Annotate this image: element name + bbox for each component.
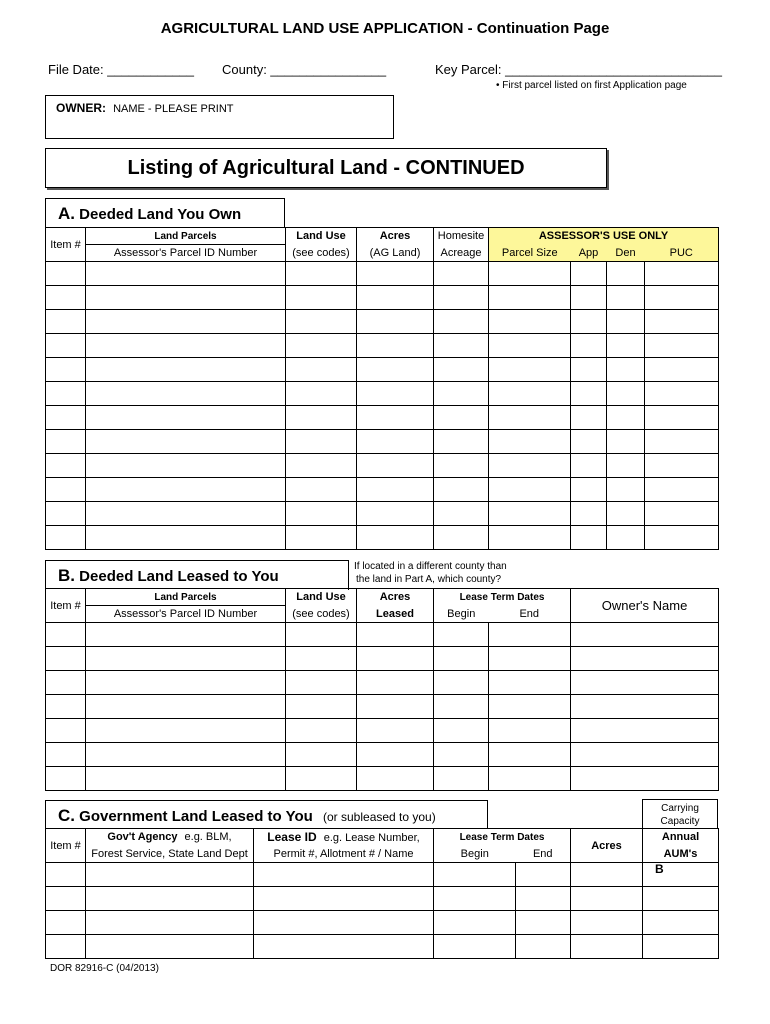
section-c-table bbox=[45, 828, 719, 959]
a-table-cell[interactable] bbox=[434, 334, 489, 358]
b-owner-name-header: Owner's Name bbox=[571, 589, 719, 623]
a-table-cell[interactable] bbox=[607, 286, 645, 310]
section-c-tab bbox=[45, 800, 488, 829]
a-table-row bbox=[46, 286, 719, 310]
b-table-cell[interactable] bbox=[286, 743, 357, 767]
a-table-cell[interactable] bbox=[645, 502, 719, 526]
a-table-cell[interactable] bbox=[286, 502, 357, 526]
a-table-cell[interactable] bbox=[46, 310, 86, 334]
c-table-cell[interactable] bbox=[86, 887, 254, 911]
section-c-subtitle: (or subleased to you) bbox=[323, 810, 436, 824]
c-begin-header: Begin bbox=[434, 846, 516, 863]
c-table-cell[interactable] bbox=[516, 935, 571, 959]
c-agency-rest: e.g. BLM, bbox=[184, 831, 232, 844]
b-table-cell[interactable] bbox=[46, 671, 86, 695]
a-table-cell[interactable] bbox=[286, 406, 357, 430]
b-lease-term-header: Lease Term Dates bbox=[434, 589, 571, 606]
c-table-cell[interactable] bbox=[46, 887, 86, 911]
a-table-cell[interactable] bbox=[607, 358, 645, 382]
b-end-header: End bbox=[489, 606, 571, 623]
a-land-use-subheader: (see codes) bbox=[286, 245, 357, 262]
a-table-cell[interactable] bbox=[286, 526, 357, 550]
a-table-cell[interactable] bbox=[357, 310, 434, 334]
section-a-title: Deeded Land You Own bbox=[79, 206, 242, 223]
b-table-row bbox=[46, 695, 719, 719]
b-table-row bbox=[46, 719, 719, 743]
a-table-cell[interactable] bbox=[571, 358, 607, 382]
b-table-cell[interactable] bbox=[357, 767, 434, 791]
a-table-cell[interactable] bbox=[357, 334, 434, 358]
b-acres-subheader: Leased bbox=[357, 606, 434, 623]
a-table-row bbox=[46, 406, 719, 430]
a-table-cell[interactable] bbox=[607, 406, 645, 430]
a-table-cell[interactable] bbox=[607, 310, 645, 334]
a-assessor-header: ASSESSOR'S USE ONLY bbox=[489, 228, 719, 245]
a-homesite-subheader: Acreage bbox=[434, 245, 489, 262]
b-table-cell[interactable] bbox=[86, 743, 286, 767]
b-table-cell[interactable] bbox=[357, 647, 434, 671]
a-table-cell[interactable] bbox=[46, 382, 86, 406]
listing-banner bbox=[45, 148, 607, 188]
key-parcel-note: • First parcel listed on first Application page bbox=[496, 80, 687, 91]
a-table-cell[interactable] bbox=[571, 310, 607, 334]
file-date-field[interactable]: File Date: ____________ bbox=[48, 62, 195, 77]
b-table-cell[interactable] bbox=[489, 623, 571, 647]
c-table-cell[interactable] bbox=[434, 887, 516, 911]
a-table-cell[interactable] bbox=[571, 406, 607, 430]
a-table-cell[interactable] bbox=[357, 406, 434, 430]
b-table-cell[interactable] bbox=[434, 647, 489, 671]
a-table-cell[interactable] bbox=[607, 454, 645, 478]
a-table-cell[interactable] bbox=[86, 526, 286, 550]
a-table-cell[interactable] bbox=[286, 334, 357, 358]
a-table-row bbox=[46, 262, 719, 286]
a-table-cell[interactable] bbox=[645, 478, 719, 502]
a-table-cell[interactable] bbox=[489, 454, 571, 478]
a-table-cell[interactable] bbox=[86, 262, 286, 286]
a-table-cell[interactable] bbox=[357, 502, 434, 526]
b-table-cell[interactable] bbox=[571, 695, 719, 719]
a-table-cell[interactable] bbox=[86, 406, 286, 430]
a-table-cell[interactable] bbox=[434, 478, 489, 502]
a-table-cell[interactable] bbox=[286, 430, 357, 454]
c-lease-id-rest: e.g. Lease Number, bbox=[323, 832, 420, 845]
a-table-cell[interactable] bbox=[86, 478, 286, 502]
a-table-cell[interactable] bbox=[46, 334, 86, 358]
a-table-cell[interactable] bbox=[434, 454, 489, 478]
c-aums-header: AUM's bbox=[643, 846, 719, 863]
b-table-row bbox=[46, 623, 719, 647]
a-table-cell[interactable] bbox=[86, 286, 286, 310]
c-carrying-line2: Capacity bbox=[660, 816, 700, 827]
a-table-cell[interactable] bbox=[434, 406, 489, 430]
a-table-cell[interactable] bbox=[46, 478, 86, 502]
a-table-cell[interactable] bbox=[489, 310, 571, 334]
b-table-cell[interactable] bbox=[357, 743, 434, 767]
c-end-header: End bbox=[516, 846, 571, 863]
c-lease-id-header bbox=[254, 829, 434, 846]
c-carrying-line1: Carrying bbox=[661, 803, 699, 814]
b-parcels-header: Land Parcels bbox=[86, 589, 286, 606]
c-table-row bbox=[46, 935, 719, 959]
b-table-cell[interactable] bbox=[86, 695, 286, 719]
b-table-row bbox=[46, 743, 719, 767]
a-table-cell[interactable] bbox=[357, 262, 434, 286]
a-table-cell[interactable] bbox=[645, 430, 719, 454]
section-b-title: Deeded Land Leased to You bbox=[79, 568, 279, 585]
a-table-cell[interactable] bbox=[489, 286, 571, 310]
a-table-cell[interactable] bbox=[645, 406, 719, 430]
a-table-cell[interactable] bbox=[46, 502, 86, 526]
b-table-cell[interactable] bbox=[489, 647, 571, 671]
a-table-cell[interactable] bbox=[46, 286, 86, 310]
a-acres-header: Acres bbox=[357, 228, 434, 245]
a-homesite-header: Homesite bbox=[434, 228, 489, 245]
a-table-cell[interactable] bbox=[286, 454, 357, 478]
b-table-cell[interactable] bbox=[46, 695, 86, 719]
form-title: AGRICULTURAL LAND USE APPLICATION - Continuation Page bbox=[160, 20, 610, 37]
b-table-cell[interactable] bbox=[86, 767, 286, 791]
section-a-tab bbox=[45, 198, 285, 228]
a-table-row bbox=[46, 526, 719, 550]
a-table-cell[interactable] bbox=[286, 262, 357, 286]
a-table-cell[interactable] bbox=[645, 310, 719, 334]
a-item-header: Item # bbox=[46, 228, 86, 262]
county-field[interactable]: County: ________________ bbox=[222, 62, 387, 77]
c-table-cell[interactable] bbox=[571, 887, 643, 911]
b-table-cell[interactable] bbox=[86, 719, 286, 743]
a-table-cell[interactable] bbox=[607, 526, 645, 550]
a-app-header: App bbox=[571, 245, 607, 262]
a-table-cell[interactable] bbox=[607, 262, 645, 286]
b-table-cell[interactable] bbox=[46, 647, 86, 671]
c-agency-bold: Gov't Agency bbox=[107, 831, 178, 844]
a-table-cell[interactable] bbox=[46, 454, 86, 478]
c-table-cell[interactable] bbox=[86, 863, 254, 887]
a-table-cell[interactable] bbox=[607, 430, 645, 454]
key-parcel-field[interactable]: Key Parcel: ______________________________ bbox=[435, 62, 722, 77]
b-table-cell[interactable] bbox=[357, 695, 434, 719]
c-table-cell[interactable] bbox=[516, 863, 571, 887]
a-table-cell[interactable] bbox=[645, 526, 719, 550]
a-table-cell[interactable] bbox=[645, 262, 719, 286]
a-table-cell[interactable] bbox=[434, 262, 489, 286]
a-table-cell[interactable] bbox=[357, 286, 434, 310]
b-table-cell[interactable] bbox=[86, 623, 286, 647]
a-table-cell[interactable] bbox=[434, 430, 489, 454]
b-table-cell[interactable] bbox=[489, 671, 571, 695]
a-table-cell[interactable] bbox=[489, 430, 571, 454]
a-table-cell[interactable] bbox=[46, 358, 86, 382]
a-table-cell[interactable] bbox=[357, 430, 434, 454]
b-table-cell[interactable] bbox=[434, 743, 489, 767]
section-b-table bbox=[45, 588, 719, 791]
a-table-cell[interactable] bbox=[645, 382, 719, 406]
b-county-note-line1: If located in a different county than bbox=[354, 561, 507, 572]
b-table-cell[interactable] bbox=[571, 623, 719, 647]
a-table-cell[interactable] bbox=[571, 502, 607, 526]
c-table-row bbox=[46, 887, 719, 911]
c-lease-term-header: Lease Term Dates bbox=[434, 829, 571, 846]
c-table-cell[interactable] bbox=[643, 863, 719, 887]
b-table-cell[interactable] bbox=[571, 671, 719, 695]
b-table-cell[interactable] bbox=[286, 695, 357, 719]
c-stray-mark: B bbox=[655, 862, 664, 876]
c-table-cell[interactable] bbox=[46, 911, 86, 935]
c-lease-id-subheader: Permit #, Allotment # / Name bbox=[254, 846, 434, 863]
b-table-cell[interactable] bbox=[286, 647, 357, 671]
c-agency-header bbox=[86, 829, 254, 846]
a-table-row bbox=[46, 502, 719, 526]
c-table-cell[interactable] bbox=[46, 863, 86, 887]
b-table-cell[interactable] bbox=[357, 719, 434, 743]
b-acres-header: Acres bbox=[357, 589, 434, 606]
a-table-cell[interactable] bbox=[86, 502, 286, 526]
a-table-row bbox=[46, 382, 719, 406]
a-table-cell[interactable] bbox=[489, 478, 571, 502]
b-table-cell[interactable] bbox=[286, 623, 357, 647]
c-table-cell[interactable] bbox=[643, 911, 719, 935]
a-table-row bbox=[46, 310, 719, 334]
b-table-cell[interactable] bbox=[357, 671, 434, 695]
a-table-cell[interactable] bbox=[357, 358, 434, 382]
section-c-title: Government Land Leased to You bbox=[79, 808, 313, 825]
c-annual-header: Annual bbox=[643, 829, 719, 846]
a-table-cell[interactable] bbox=[286, 478, 357, 502]
b-table-cell[interactable] bbox=[46, 623, 86, 647]
b-table-cell[interactable] bbox=[434, 671, 489, 695]
a-table-cell[interactable] bbox=[489, 382, 571, 406]
a-table-cell[interactable] bbox=[607, 502, 645, 526]
c-item-header: Item # bbox=[46, 829, 86, 863]
a-table-row bbox=[46, 334, 719, 358]
a-table-cell[interactable] bbox=[86, 310, 286, 334]
a-table-cell[interactable] bbox=[46, 526, 86, 550]
a-table-cell[interactable] bbox=[434, 526, 489, 550]
a-table-cell[interactable] bbox=[571, 334, 607, 358]
c-lease-id-bold: Lease ID bbox=[267, 830, 317, 845]
c-table-cell[interactable] bbox=[434, 935, 516, 959]
c-table-cell[interactable] bbox=[86, 935, 254, 959]
c-table-row bbox=[46, 911, 719, 935]
owner-hint: NAME - PLEASE PRINT bbox=[113, 103, 234, 115]
c-table-cell[interactable] bbox=[571, 935, 643, 959]
b-table-cell[interactable] bbox=[286, 767, 357, 791]
c-table-cell[interactable] bbox=[86, 911, 254, 935]
a-table-cell[interactable] bbox=[607, 478, 645, 502]
a-table-cell[interactable] bbox=[357, 454, 434, 478]
b-table-cell[interactable] bbox=[434, 719, 489, 743]
c-table-cell[interactable] bbox=[571, 911, 643, 935]
a-table-cell[interactable] bbox=[86, 430, 286, 454]
b-land-use-header: Land Use bbox=[286, 589, 357, 606]
a-table-cell[interactable] bbox=[46, 262, 86, 286]
c-table-cell[interactable] bbox=[254, 887, 434, 911]
b-table-cell[interactable] bbox=[489, 719, 571, 743]
b-table-row bbox=[46, 671, 719, 695]
b-table-cell[interactable] bbox=[286, 719, 357, 743]
a-table-cell[interactable] bbox=[286, 286, 357, 310]
a-table-cell[interactable] bbox=[645, 286, 719, 310]
a-puc-header: PUC bbox=[645, 245, 719, 262]
b-table-cell[interactable] bbox=[434, 623, 489, 647]
a-table-cell[interactable] bbox=[86, 382, 286, 406]
a-table-cell[interactable] bbox=[571, 454, 607, 478]
a-table-row bbox=[46, 478, 719, 502]
c-acres-header: Acres bbox=[571, 829, 643, 863]
section-a-letter: A. bbox=[58, 204, 75, 223]
a-table-cell[interactable] bbox=[489, 262, 571, 286]
a-table-cell[interactable] bbox=[434, 286, 489, 310]
a-parcels-header: Land Parcels bbox=[86, 228, 286, 245]
a-table-cell[interactable] bbox=[645, 358, 719, 382]
a-table-cell[interactable] bbox=[645, 334, 719, 358]
banner-text: Listing of Agricultural Land - CONTINUED bbox=[127, 157, 525, 179]
b-table-cell[interactable] bbox=[489, 695, 571, 719]
c-table-cell[interactable] bbox=[643, 887, 719, 911]
a-table-cell[interactable] bbox=[357, 382, 434, 406]
a-table-cell[interactable] bbox=[434, 502, 489, 526]
a-table-cell[interactable] bbox=[434, 358, 489, 382]
a-table-cell[interactable] bbox=[286, 310, 357, 334]
c-table-cell[interactable] bbox=[516, 887, 571, 911]
owner-label: OWNER: bbox=[56, 101, 106, 115]
b-table-cell[interactable] bbox=[86, 647, 286, 671]
a-parcels-subheader: Assessor's Parcel ID Number bbox=[86, 245, 286, 262]
c-agency-subheader: Forest Service, State Land Dept bbox=[86, 846, 254, 863]
c-table-cell[interactable] bbox=[434, 911, 516, 935]
a-table-cell[interactable] bbox=[46, 430, 86, 454]
b-table-cell[interactable] bbox=[46, 767, 86, 791]
section-c-letter: C. bbox=[58, 806, 75, 825]
b-table-cell[interactable] bbox=[357, 623, 434, 647]
c-table-cell[interactable] bbox=[254, 863, 434, 887]
a-table-cell[interactable] bbox=[571, 478, 607, 502]
a-table-cell[interactable] bbox=[286, 358, 357, 382]
a-table-row bbox=[46, 430, 719, 454]
c-table-cell[interactable] bbox=[254, 935, 434, 959]
a-table-cell[interactable] bbox=[571, 526, 607, 550]
a-table-cell[interactable] bbox=[607, 382, 645, 406]
c-table-cell[interactable] bbox=[571, 863, 643, 887]
c-table-row bbox=[46, 863, 719, 887]
a-table-cell[interactable] bbox=[571, 262, 607, 286]
a-table-row bbox=[46, 454, 719, 478]
b-item-header: Item # bbox=[46, 589, 86, 623]
b-table-cell[interactable] bbox=[489, 767, 571, 791]
a-acres-subheader: (AG Land) bbox=[357, 245, 434, 262]
form-number: DOR 82916-C (04/2013) bbox=[50, 963, 159, 974]
a-table-cell[interactable] bbox=[489, 502, 571, 526]
a-den-header: Den bbox=[607, 245, 645, 262]
b-table-cell[interactable] bbox=[434, 767, 489, 791]
a-table-cell[interactable] bbox=[571, 382, 607, 406]
c-table-cell[interactable] bbox=[434, 863, 516, 887]
a-parcel-size-header: Parcel Size bbox=[489, 245, 571, 262]
b-table-cell[interactable] bbox=[86, 671, 286, 695]
b-county-note bbox=[354, 560, 507, 586]
owner-label-group bbox=[56, 101, 233, 115]
b-table-cell[interactable] bbox=[489, 743, 571, 767]
b-table-cell[interactable] bbox=[46, 719, 86, 743]
owner-name-box[interactable] bbox=[45, 95, 394, 139]
c-table-cell[interactable] bbox=[643, 935, 719, 959]
a-table-cell[interactable] bbox=[489, 358, 571, 382]
a-table-cell[interactable] bbox=[571, 430, 607, 454]
b-table-cell[interactable] bbox=[434, 695, 489, 719]
c-table-cell[interactable] bbox=[516, 911, 571, 935]
b-table-row bbox=[46, 767, 719, 791]
a-table-cell[interactable] bbox=[434, 382, 489, 406]
b-table-cell[interactable] bbox=[571, 719, 719, 743]
b-begin-header: Begin bbox=[434, 606, 489, 623]
b-table-row bbox=[46, 647, 719, 671]
a-table-cell[interactable] bbox=[571, 286, 607, 310]
b-table-cell[interactable] bbox=[571, 743, 719, 767]
a-table-cell[interactable] bbox=[489, 406, 571, 430]
b-table-cell[interactable] bbox=[286, 671, 357, 695]
a-table-cell[interactable] bbox=[645, 454, 719, 478]
section-b-tab bbox=[45, 560, 349, 590]
a-table-cell[interactable] bbox=[86, 358, 286, 382]
a-table-cell[interactable] bbox=[357, 526, 434, 550]
b-parcels-subheader: Assessor's Parcel ID Number bbox=[86, 606, 286, 623]
b-county-note-line2: the land in Part A, which county? bbox=[356, 574, 502, 585]
c-table-cell[interactable] bbox=[46, 935, 86, 959]
a-table-cell[interactable] bbox=[86, 454, 286, 478]
a-table-cell[interactable] bbox=[434, 310, 489, 334]
a-table-cell[interactable] bbox=[607, 334, 645, 358]
b-land-use-subheader: (see codes) bbox=[286, 606, 357, 623]
c-table-cell[interactable] bbox=[254, 911, 434, 935]
a-table-row bbox=[46, 358, 719, 382]
a-table-cell[interactable] bbox=[286, 382, 357, 406]
b-table-cell[interactable] bbox=[46, 743, 86, 767]
a-table-cell[interactable] bbox=[357, 478, 434, 502]
a-table-cell[interactable] bbox=[46, 406, 86, 430]
section-b-letter: B. bbox=[58, 566, 75, 585]
a-table-cell[interactable] bbox=[489, 334, 571, 358]
a-table-cell[interactable] bbox=[86, 334, 286, 358]
section-a-table bbox=[45, 227, 719, 550]
a-land-use-header: Land Use bbox=[286, 228, 357, 245]
b-table-cell[interactable] bbox=[571, 647, 719, 671]
c-carrying-capacity-box bbox=[642, 799, 718, 829]
a-table-cell[interactable] bbox=[489, 526, 571, 550]
b-table-cell[interactable] bbox=[571, 767, 719, 791]
